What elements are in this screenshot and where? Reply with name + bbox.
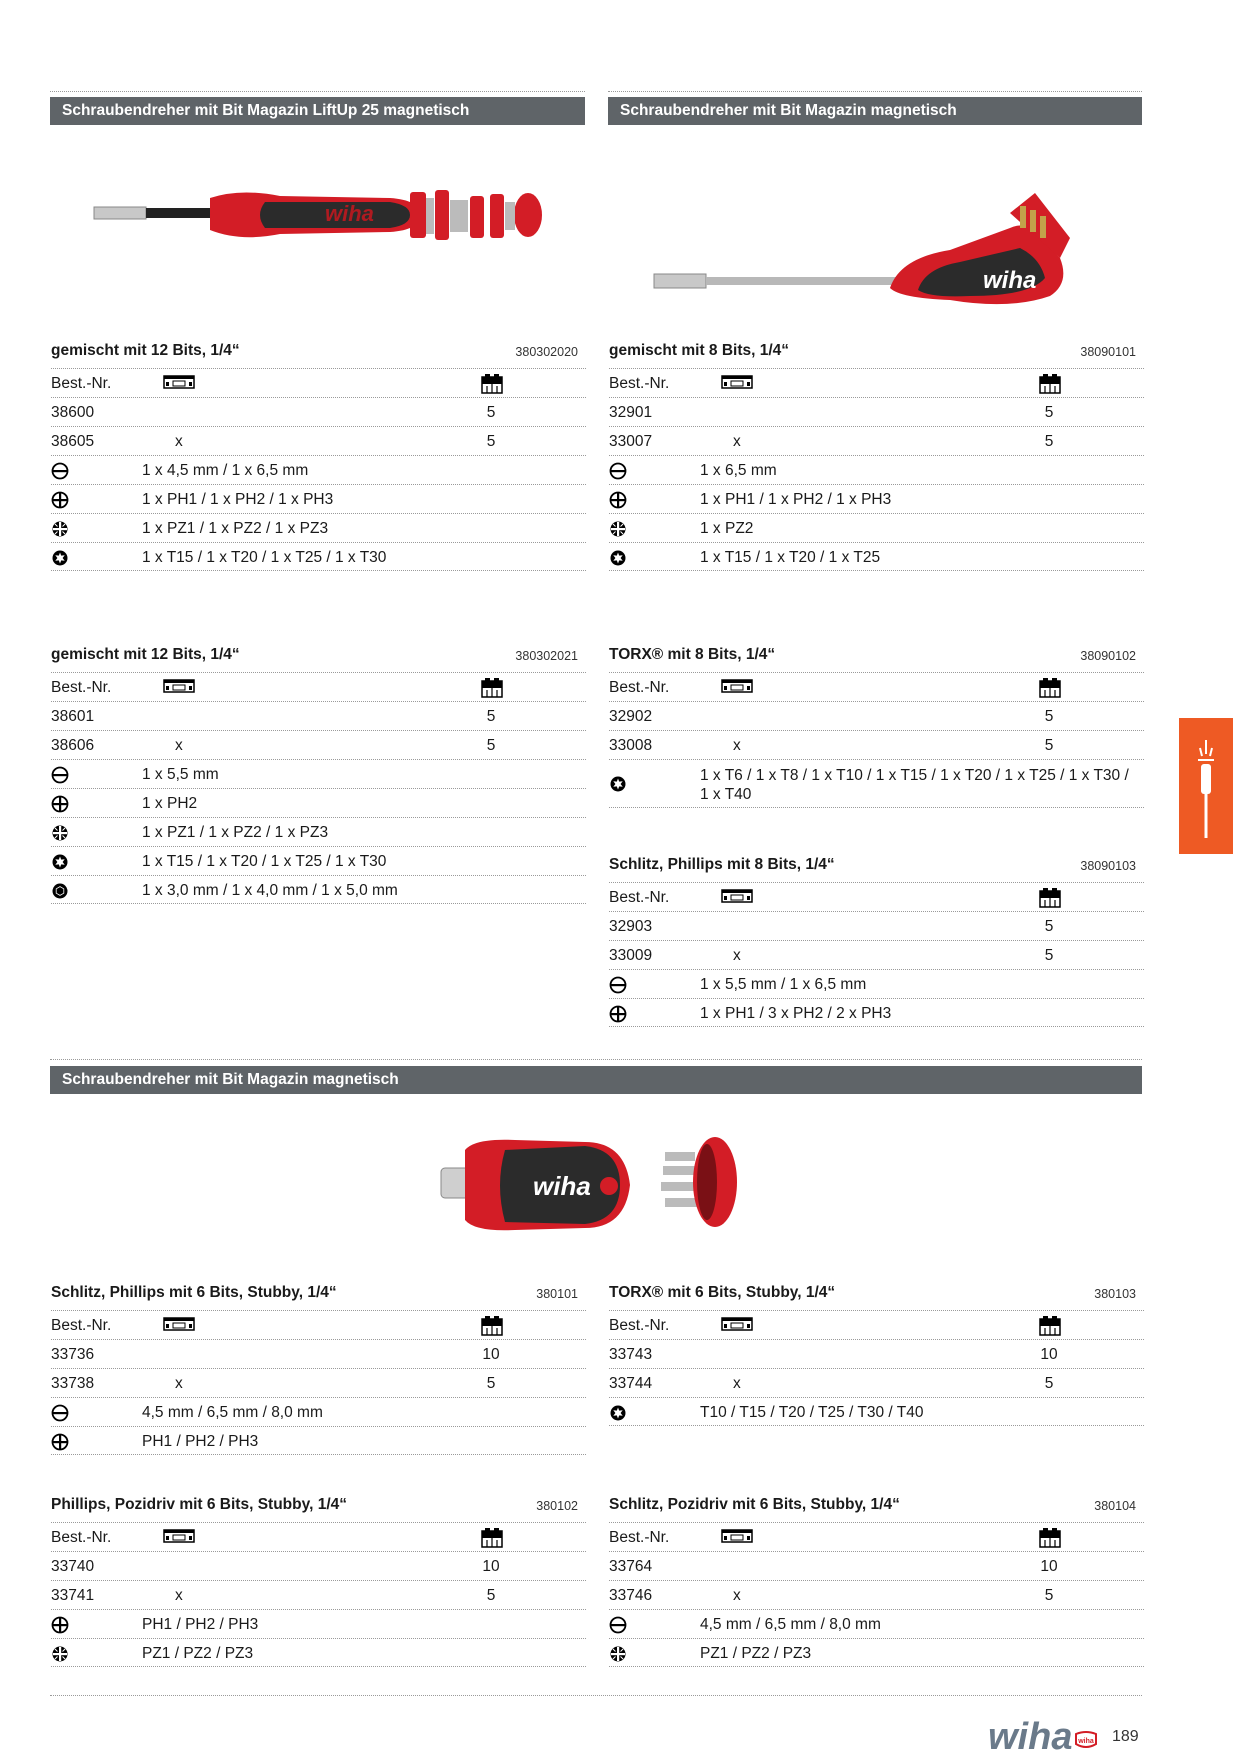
top-rule-left — [50, 91, 585, 92]
bottom-rule — [50, 1695, 1142, 1696]
slotted-tip-icon — [51, 462, 69, 480]
section-bar-liftup: Schraubendreher mit Bit Magazin LiftUp 25 magnetisch — [50, 97, 585, 125]
box-icon — [1039, 1528, 1061, 1553]
phillips-tip-icon — [51, 491, 69, 509]
pack-marker: x — [733, 947, 741, 964]
bit-row — [51, 846, 586, 875]
bit-icon-wrap — [609, 491, 627, 514]
block-header — [609, 1282, 1144, 1310]
block-title: gemischt mit 12 Bits, 1/4“ — [51, 342, 240, 359]
table-row — [609, 940, 1144, 969]
bit-icon-wrap — [609, 462, 627, 485]
bit-row — [609, 998, 1144, 1027]
magazin-screwdriver-image — [650, 188, 1110, 313]
table-header-row — [609, 368, 1144, 397]
blister-pack-icon — [163, 1316, 195, 1332]
bit-description: 1 x 5,5 mm / 1 x 6,5 mm — [700, 976, 867, 993]
bit-description: PZ1 / PZ2 / PZ3 — [142, 1645, 254, 1662]
bit-row — [51, 1609, 586, 1638]
block-title: gemischt mit 8 Bits, 1/4“ — [609, 342, 790, 359]
screwdriver-icon — [1179, 718, 1233, 854]
phillips-tip-icon — [609, 491, 627, 509]
phillips-tip-icon — [51, 1433, 69, 1451]
table-row — [609, 1580, 1144, 1609]
block-sku: 380102 — [536, 1499, 578, 1513]
page-number: 189 — [1112, 1728, 1139, 1745]
carton-icon — [1039, 1316, 1061, 1336]
bit-icon-wrap — [51, 853, 69, 876]
table-row — [609, 701, 1144, 730]
block-header — [51, 340, 586, 368]
product-block — [51, 340, 586, 571]
quantity: 5 — [1044, 1587, 1054, 1604]
hex-tip-icon — [51, 882, 69, 900]
svg-text:wiha: wiha — [325, 201, 374, 226]
bit-icon-wrap — [609, 1616, 627, 1639]
pack-marker: x — [175, 1375, 183, 1392]
bit-row — [609, 513, 1144, 542]
table-row — [51, 1368, 586, 1397]
block-title: Schlitz, Pozidriv mit 6 Bits, Stubby, 1/4“ — [609, 1496, 900, 1513]
phillips-tip-icon — [51, 795, 69, 813]
article-number: 33741 — [51, 1587, 95, 1604]
package-icon — [721, 1528, 753, 1549]
quantity: 10 — [482, 1346, 500, 1363]
pozidriv-tip-icon — [51, 824, 69, 842]
bit-row — [51, 875, 586, 904]
quantity: 10 — [1040, 1346, 1058, 1363]
box-icon — [1039, 374, 1061, 399]
bit-description: PH1 / PH2 / PH3 — [142, 1433, 259, 1450]
pack-marker: x — [175, 737, 183, 754]
bit-description: 1 x 3,0 mm / 1 x 4,0 mm / 1 x 5,0 mm — [142, 882, 398, 899]
slotted-tip-icon — [609, 462, 627, 480]
box-icon — [481, 678, 503, 703]
block-title: Schlitz, Phillips mit 6 Bits, Stubby, 1/4“ — [51, 1284, 337, 1301]
table-header-row — [51, 1310, 586, 1339]
col-label-best-nr: Best.-Nr. — [51, 375, 112, 392]
block-sku: 380103 — [1094, 1287, 1136, 1301]
bit-description: 1 x PH1 / 1 x PH2 / 1 x PH3 — [700, 491, 892, 508]
blister-pack-icon — [721, 678, 753, 694]
bit-icon-wrap — [51, 462, 69, 485]
bit-row — [609, 542, 1144, 571]
pack-marker: x — [733, 1375, 741, 1392]
bit-icon-wrap — [51, 882, 69, 905]
bit-description: 1 x PZ2 — [700, 520, 754, 537]
bit-row — [51, 759, 586, 788]
table-header-row — [609, 1522, 1144, 1551]
wiha-logo-icon — [988, 1718, 1100, 1754]
bit-row — [51, 484, 586, 513]
article-number: 33007 — [609, 433, 653, 450]
article-number: 33736 — [51, 1346, 95, 1363]
torx-tip-icon — [51, 853, 69, 871]
bit-description: 1 x 6,5 mm — [700, 462, 777, 479]
package-icon — [163, 678, 195, 699]
package-icon — [163, 1316, 195, 1337]
bit-description: 1 x PZ1 / 1 x PZ2 / 1 x PZ3 — [142, 520, 329, 537]
quantity: 10 — [482, 1558, 500, 1575]
slotted-tip-icon — [609, 1616, 627, 1634]
bit-description: 1 x PZ1 / 1 x PZ2 / 1 x PZ3 — [142, 824, 329, 841]
pozidriv-tip-icon — [609, 1645, 627, 1663]
box-icon — [481, 374, 503, 399]
bit-icon-wrap — [609, 1404, 627, 1427]
product-block — [609, 1494, 1144, 1667]
quantity: 5 — [486, 737, 496, 754]
table-header-row — [51, 672, 586, 701]
article-number: 32902 — [609, 708, 653, 725]
table-header-row — [609, 1310, 1144, 1339]
carton-icon — [481, 374, 503, 394]
block-title: TORX® mit 6 Bits, Stubby, 1/4“ — [609, 1284, 836, 1301]
article-number: 38600 — [51, 404, 95, 421]
slotted-tip-icon — [51, 1404, 69, 1422]
blister-pack-icon — [163, 678, 195, 694]
article-number: 33740 — [51, 1558, 95, 1575]
table-row — [51, 730, 586, 759]
pack-marker: x — [175, 433, 183, 450]
bit-description: 1 x PH2 — [142, 795, 198, 812]
pozidriv-tip-icon — [51, 520, 69, 538]
bit-description: 1 x PH1 / 1 x PH2 / 1 x PH3 — [142, 491, 334, 508]
package-icon — [721, 678, 753, 699]
bit-description: 1 x T15 / 1 x T20 / 1 x T25 — [700, 549, 881, 566]
quantity: 5 — [486, 1587, 496, 1604]
quantity: 5 — [1044, 737, 1054, 754]
blister-pack-icon — [721, 374, 753, 390]
table-header-row — [51, 1522, 586, 1551]
bit-description: 1 x T15 / 1 x T20 / 1 x T25 / 1 x T30 — [142, 853, 387, 870]
bit-description: 1 x T15 / 1 x T20 / 1 x T25 / 1 x T30 — [142, 549, 387, 566]
table-row — [51, 1580, 586, 1609]
block-title: Schlitz, Phillips mit 8 Bits, 1/4“ — [609, 856, 835, 873]
bit-row — [51, 455, 586, 484]
table-row — [51, 1551, 586, 1580]
col-label-best-nr: Best.-Nr. — [609, 1317, 670, 1334]
article-number: 33009 — [609, 947, 653, 964]
quantity: 5 — [486, 404, 496, 421]
table-row — [51, 701, 586, 730]
phillips-tip-icon — [609, 1005, 627, 1023]
phillips-tip-icon — [51, 1616, 69, 1634]
block-header — [51, 644, 586, 672]
bit-row — [609, 759, 1144, 808]
pack-marker: x — [733, 433, 741, 450]
block-sku: 38090103 — [1080, 859, 1136, 873]
table-row — [609, 1339, 1144, 1368]
box-icon — [1039, 888, 1061, 913]
col-label-best-nr: Best.-Nr. — [51, 1529, 112, 1546]
table-header-row — [609, 672, 1144, 701]
bit-icon-wrap — [51, 795, 69, 818]
bit-icon-wrap — [609, 976, 627, 999]
svg-text:wiha: wiha — [1078, 1738, 1094, 1745]
product-block — [51, 1494, 586, 1667]
bit-row — [51, 513, 586, 542]
carton-icon — [481, 1528, 503, 1548]
bit-icon-wrap — [609, 1005, 627, 1028]
bit-icon-wrap — [51, 520, 69, 543]
product-block — [609, 854, 1144, 1027]
table-row — [609, 397, 1144, 426]
col-label-best-nr: Best.-Nr. — [609, 679, 670, 696]
col-label-best-nr: Best.-Nr. — [51, 679, 112, 696]
bit-icon-wrap — [51, 1616, 69, 1639]
blister-pack-icon — [721, 888, 753, 904]
bit-row — [51, 1397, 586, 1426]
bit-row — [609, 969, 1144, 998]
bit-row — [51, 817, 586, 846]
table-row — [609, 911, 1144, 940]
product-block — [51, 644, 586, 904]
bit-icon-wrap — [51, 549, 69, 572]
bit-icon-wrap — [609, 520, 627, 543]
quantity: 5 — [1044, 947, 1054, 964]
product-block — [609, 1282, 1144, 1426]
bit-description: 1 x T6 / 1 x T8 / 1 x T10 / 1 x T15 / 1 x T20 / 1 x T25 / 1 x T30 / 1 x T40 — [700, 767, 1129, 803]
carton-icon — [1039, 678, 1061, 698]
stubby-screwdriver-image — [435, 1130, 765, 1240]
bit-row — [51, 788, 586, 817]
block-header — [609, 644, 1144, 672]
bit-description: 1 x 5,5 mm — [142, 766, 219, 783]
box-icon — [481, 1316, 503, 1341]
bit-description: 4,5 mm / 6,5 mm / 8,0 mm — [142, 1404, 323, 1421]
bit-description: 1 x 4,5 mm / 1 x 6,5 mm — [142, 462, 309, 479]
bit-icon-wrap — [51, 766, 69, 789]
article-number: 33743 — [609, 1346, 653, 1363]
table-row — [609, 1368, 1144, 1397]
svg-text:wiha: wiha — [533, 1171, 591, 1201]
bit-icon-wrap — [51, 1404, 69, 1427]
package-icon — [721, 1316, 753, 1337]
col-label-best-nr: Best.-Nr. — [609, 889, 670, 906]
block-header — [609, 340, 1144, 368]
article-number: 32901 — [609, 404, 653, 421]
table-row — [51, 1339, 586, 1368]
article-number: 38601 — [51, 708, 95, 725]
torx-tip-icon — [609, 775, 627, 793]
bit-description: PH1 / PH2 / PH3 — [142, 1616, 259, 1633]
block-sku: 380104 — [1094, 1499, 1136, 1513]
table-row — [51, 426, 586, 455]
table-row — [609, 730, 1144, 759]
slotted-tip-icon — [51, 766, 69, 784]
chapter-tab-screwdriver[interactable] — [1179, 718, 1233, 854]
col-label-best-nr: Best.-Nr. — [609, 375, 670, 392]
table-row — [51, 397, 586, 426]
quantity: 5 — [486, 433, 496, 450]
bit-icon-wrap — [609, 549, 627, 572]
carton-icon — [481, 1316, 503, 1336]
block-sku: 380302020 — [515, 345, 578, 359]
bit-row — [609, 1609, 1144, 1638]
box-icon — [1039, 1316, 1061, 1341]
bit-row — [51, 1638, 586, 1667]
quantity: 5 — [1044, 433, 1054, 450]
blister-pack-icon — [721, 1316, 753, 1332]
bit-row — [609, 1397, 1144, 1426]
bit-icon-wrap — [51, 491, 69, 514]
bit-description: T10 / T15 / T20 / T25 / T30 / T40 — [700, 1404, 924, 1421]
block-header — [51, 1282, 586, 1310]
carton-icon — [481, 678, 503, 698]
block-title: TORX® mit 8 Bits, 1/4“ — [609, 646, 776, 663]
quantity: 5 — [1044, 1375, 1054, 1392]
block-header — [51, 1494, 586, 1522]
block-sku: 38090101 — [1080, 345, 1136, 359]
torx-tip-icon — [609, 1404, 627, 1422]
article-number: 32903 — [609, 918, 653, 935]
block-sku: 38090102 — [1080, 649, 1136, 663]
block-header — [609, 1494, 1144, 1522]
bit-description: 4,5 mm / 6,5 mm / 8,0 mm — [700, 1616, 881, 1633]
block-header — [609, 854, 1144, 882]
bit-icon-wrap — [51, 1645, 69, 1668]
svg-text:wiha: wiha — [983, 267, 1037, 294]
table-row — [609, 1551, 1144, 1580]
pozidriv-tip-icon — [609, 520, 627, 538]
col-label-best-nr: Best.-Nr. — [609, 1529, 670, 1546]
article-number: 33764 — [609, 1558, 653, 1575]
article-number: 33738 — [51, 1375, 95, 1392]
slotted-tip-icon — [609, 976, 627, 994]
article-number: 33008 — [609, 737, 653, 754]
box-icon — [481, 1528, 503, 1553]
bit-row — [609, 455, 1144, 484]
block-sku: 380101 — [536, 1287, 578, 1301]
bit-description: 1 x PH1 / 3 x PH2 / 2 x PH3 — [700, 1005, 892, 1022]
bit-icon-wrap — [51, 1433, 69, 1456]
torx-tip-icon — [51, 549, 69, 567]
product-block — [609, 644, 1144, 808]
package-icon — [721, 374, 753, 395]
torx-tip-icon — [609, 549, 627, 567]
table-row — [609, 426, 1144, 455]
top-rule-right — [608, 91, 1142, 92]
product-block — [51, 1282, 586, 1455]
package-icon — [721, 888, 753, 909]
carton-icon — [1039, 1528, 1061, 1548]
pack-marker: x — [175, 1587, 183, 1604]
liftup-screwdriver-image — [90, 180, 550, 250]
pack-marker: x — [733, 1587, 741, 1604]
carton-icon — [1039, 374, 1061, 394]
article-number: 38605 — [51, 433, 95, 450]
blister-pack-icon — [163, 374, 195, 390]
bit-row — [609, 484, 1144, 513]
table-header-row — [51, 368, 586, 397]
bit-icon-wrap — [609, 1645, 627, 1668]
mid-rule — [50, 1059, 1142, 1060]
brand-wordmark: wiha — [988, 1718, 1073, 1754]
quantity: 5 — [1044, 708, 1054, 725]
block-sku: 380302021 — [515, 649, 578, 663]
pack-marker: x — [733, 737, 741, 754]
blister-pack-icon — [721, 1528, 753, 1544]
package-icon — [163, 374, 195, 395]
article-number: 38606 — [51, 737, 95, 754]
quantity: 5 — [1044, 918, 1054, 935]
bit-icon-wrap — [51, 824, 69, 847]
block-title: gemischt mit 12 Bits, 1/4“ — [51, 646, 240, 663]
product-block — [609, 340, 1144, 571]
carton-icon — [1039, 888, 1061, 908]
pozidriv-tip-icon — [51, 1645, 69, 1663]
article-number: 33744 — [609, 1375, 653, 1392]
box-icon — [1039, 678, 1061, 703]
bit-row — [51, 1426, 586, 1455]
bit-row — [51, 542, 586, 571]
quantity: 5 — [486, 708, 496, 725]
blister-pack-icon — [163, 1528, 195, 1544]
bit-description: PZ1 / PZ2 / PZ3 — [700, 1645, 812, 1662]
bit-icon-wrap — [609, 775, 627, 798]
col-label-best-nr: Best.-Nr. — [51, 1317, 112, 1334]
section-bar-magazin: Schraubendreher mit Bit Magazin magnetisch — [608, 97, 1142, 125]
quantity: 5 — [1044, 404, 1054, 421]
quantity: 5 — [486, 1375, 496, 1392]
quantity: 10 — [1040, 1558, 1058, 1575]
article-number: 33746 — [609, 1587, 653, 1604]
block-title: Phillips, Pozidriv mit 6 Bits, Stubby, 1/4“ — [51, 1496, 347, 1513]
bit-row — [609, 1638, 1144, 1667]
section-bar-stubby: Schraubendreher mit Bit Magazin magnetisch — [50, 1066, 1142, 1094]
package-icon — [163, 1528, 195, 1549]
table-header-row — [609, 882, 1144, 911]
